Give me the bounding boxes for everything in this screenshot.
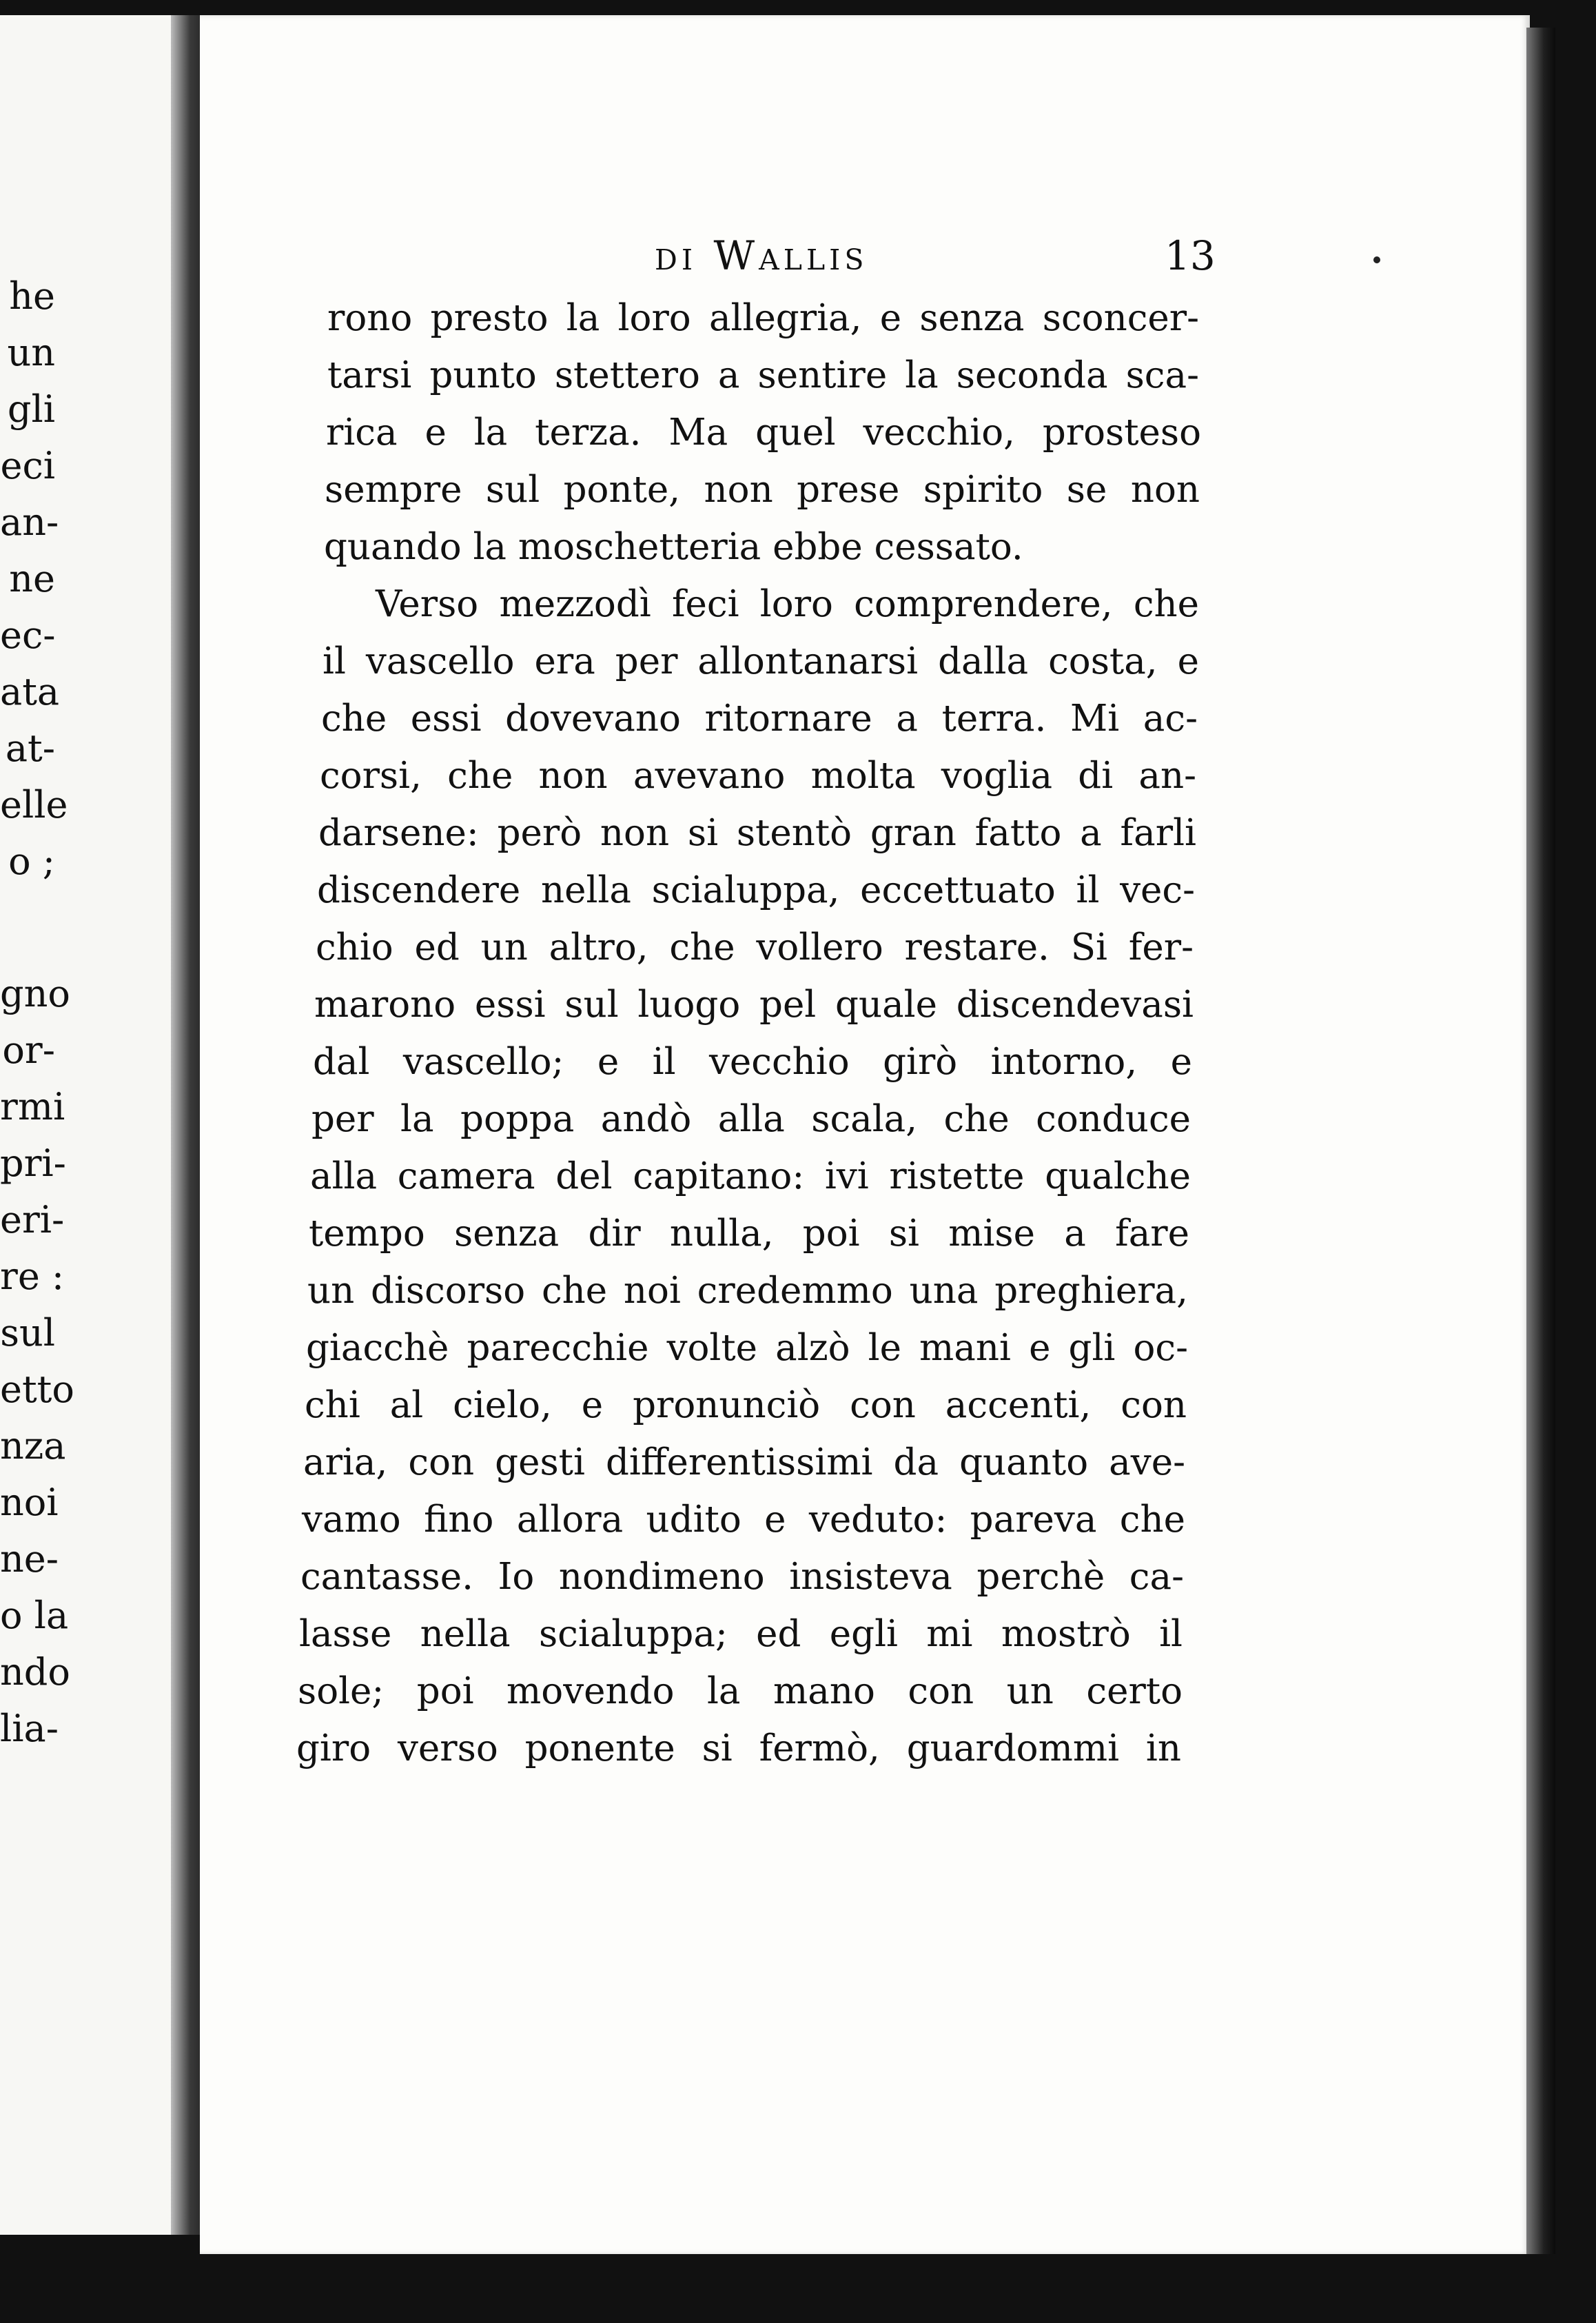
text-line: giacchè parecchie volte alzò le mani e gli oc- <box>306 1327 1188 1369</box>
facing-page-line: ec- <box>0 613 56 657</box>
text-line: alla camera del capitano: ivi ristette qualche <box>310 1155 1191 1197</box>
text-line: cantasse. Io nondimeno insisteva perchè ca- <box>300 1556 1184 1598</box>
text-line: rica e la terza. Ma quel vecchio, prosteso <box>326 412 1201 454</box>
text-line: discendere nella scialuppa, eccettuato il vec- <box>317 869 1195 911</box>
text-line: Verso mezzodì feci loro comprendere, che <box>376 583 1199 625</box>
facing-page-line: ata <box>0 670 60 713</box>
text-line: il vascello era per allontanarsi dalla costa, e <box>323 640 1199 682</box>
facing-page-line: ne <box>9 557 55 600</box>
facing-page-line: at- <box>5 727 55 770</box>
text-line: dal vascello; e il vecchio girò intorno, e <box>313 1041 1192 1083</box>
text-line: darsene: però non si stentò gran fatto a farli <box>318 812 1196 854</box>
facing-page-line: lia- <box>0 1707 59 1750</box>
text-line: quando la moschetteria ebbe cessato. <box>324 526 1023 568</box>
facing-page-line: eri- <box>0 1198 65 1241</box>
text-line: per la poppa andò alla scala, che conduce <box>311 1098 1191 1140</box>
facing-page-line: nza <box>0 1424 66 1468</box>
text-line: tempo senza dir nulla, poi si mise a fare <box>309 1213 1189 1255</box>
text-line: rono presto la loro allegria, e senza sconcer- <box>327 297 1199 339</box>
text-line: aria, con gesti differentissimi da quanto ave- <box>303 1441 1185 1483</box>
page-number: 13 <box>1165 232 1216 279</box>
facing-page-line: rmi <box>0 1085 65 1128</box>
facing-page-line: un <box>7 331 55 374</box>
facing-page-line: he <box>9 274 55 318</box>
facing-page-line: re : <box>0 1255 65 1298</box>
facing-page-line: eci <box>0 444 55 487</box>
page-edge-shadow <box>1526 28 1555 2254</box>
facing-page-line: gli <box>7 387 55 431</box>
text-line: giro verso ponente si fermò, guardommi in <box>296 1727 1181 1769</box>
facing-page-line: or- <box>2 1028 55 1072</box>
text-line: tarsi punto stettero a sentire la seconda sca- <box>327 354 1199 396</box>
facing-page-line: noi <box>0 1481 59 1524</box>
facing-page-line: pri- <box>0 1142 66 1185</box>
facing-page-line: o la <box>0 1594 69 1637</box>
facing-page-line: an- <box>0 500 59 544</box>
text-line: che essi dovevano ritornare a terra. Mi ac- <box>321 698 1198 740</box>
facing-page-text <box>0 0 74 2323</box>
facing-page-line: ndo <box>0 1650 70 1694</box>
text-line: lasse nella scialuppa; ed egli mi mostrò il <box>299 1613 1183 1655</box>
facing-page-line: elle <box>0 783 68 826</box>
text-line: chi al cielo, e pronunciò con accenti, con <box>305 1384 1187 1426</box>
facing-page-line: sul <box>0 1311 55 1355</box>
text-line: corsi, che non avevano molta voglia di an- <box>320 755 1196 797</box>
book-page <box>200 15 1530 2254</box>
facing-page-line: etto <box>0 1368 74 1411</box>
text-line: chio ed un altro, che vollero restare. Si fer- <box>316 926 1194 968</box>
facing-page-line: o ; <box>8 840 55 883</box>
text-line: marono essi sul luogo pel quale discendevasi <box>314 984 1194 1026</box>
running-head-title: di Wallis <box>655 232 868 279</box>
facing-page-line: gno <box>0 972 70 1015</box>
text-line: vamo fino allora udito e veduto: pareva che <box>302 1499 1185 1541</box>
text-line: sole; poi movendo la mano con un certo <box>298 1670 1183 1712</box>
body-text <box>200 15 1530 2254</box>
facing-page-line: ne- <box>0 1537 59 1581</box>
text-line: un discorso che noi credemmo una preghiera, <box>307 1270 1188 1312</box>
text-line: sempre sul ponte, non prese spirito se non <box>325 469 1200 511</box>
